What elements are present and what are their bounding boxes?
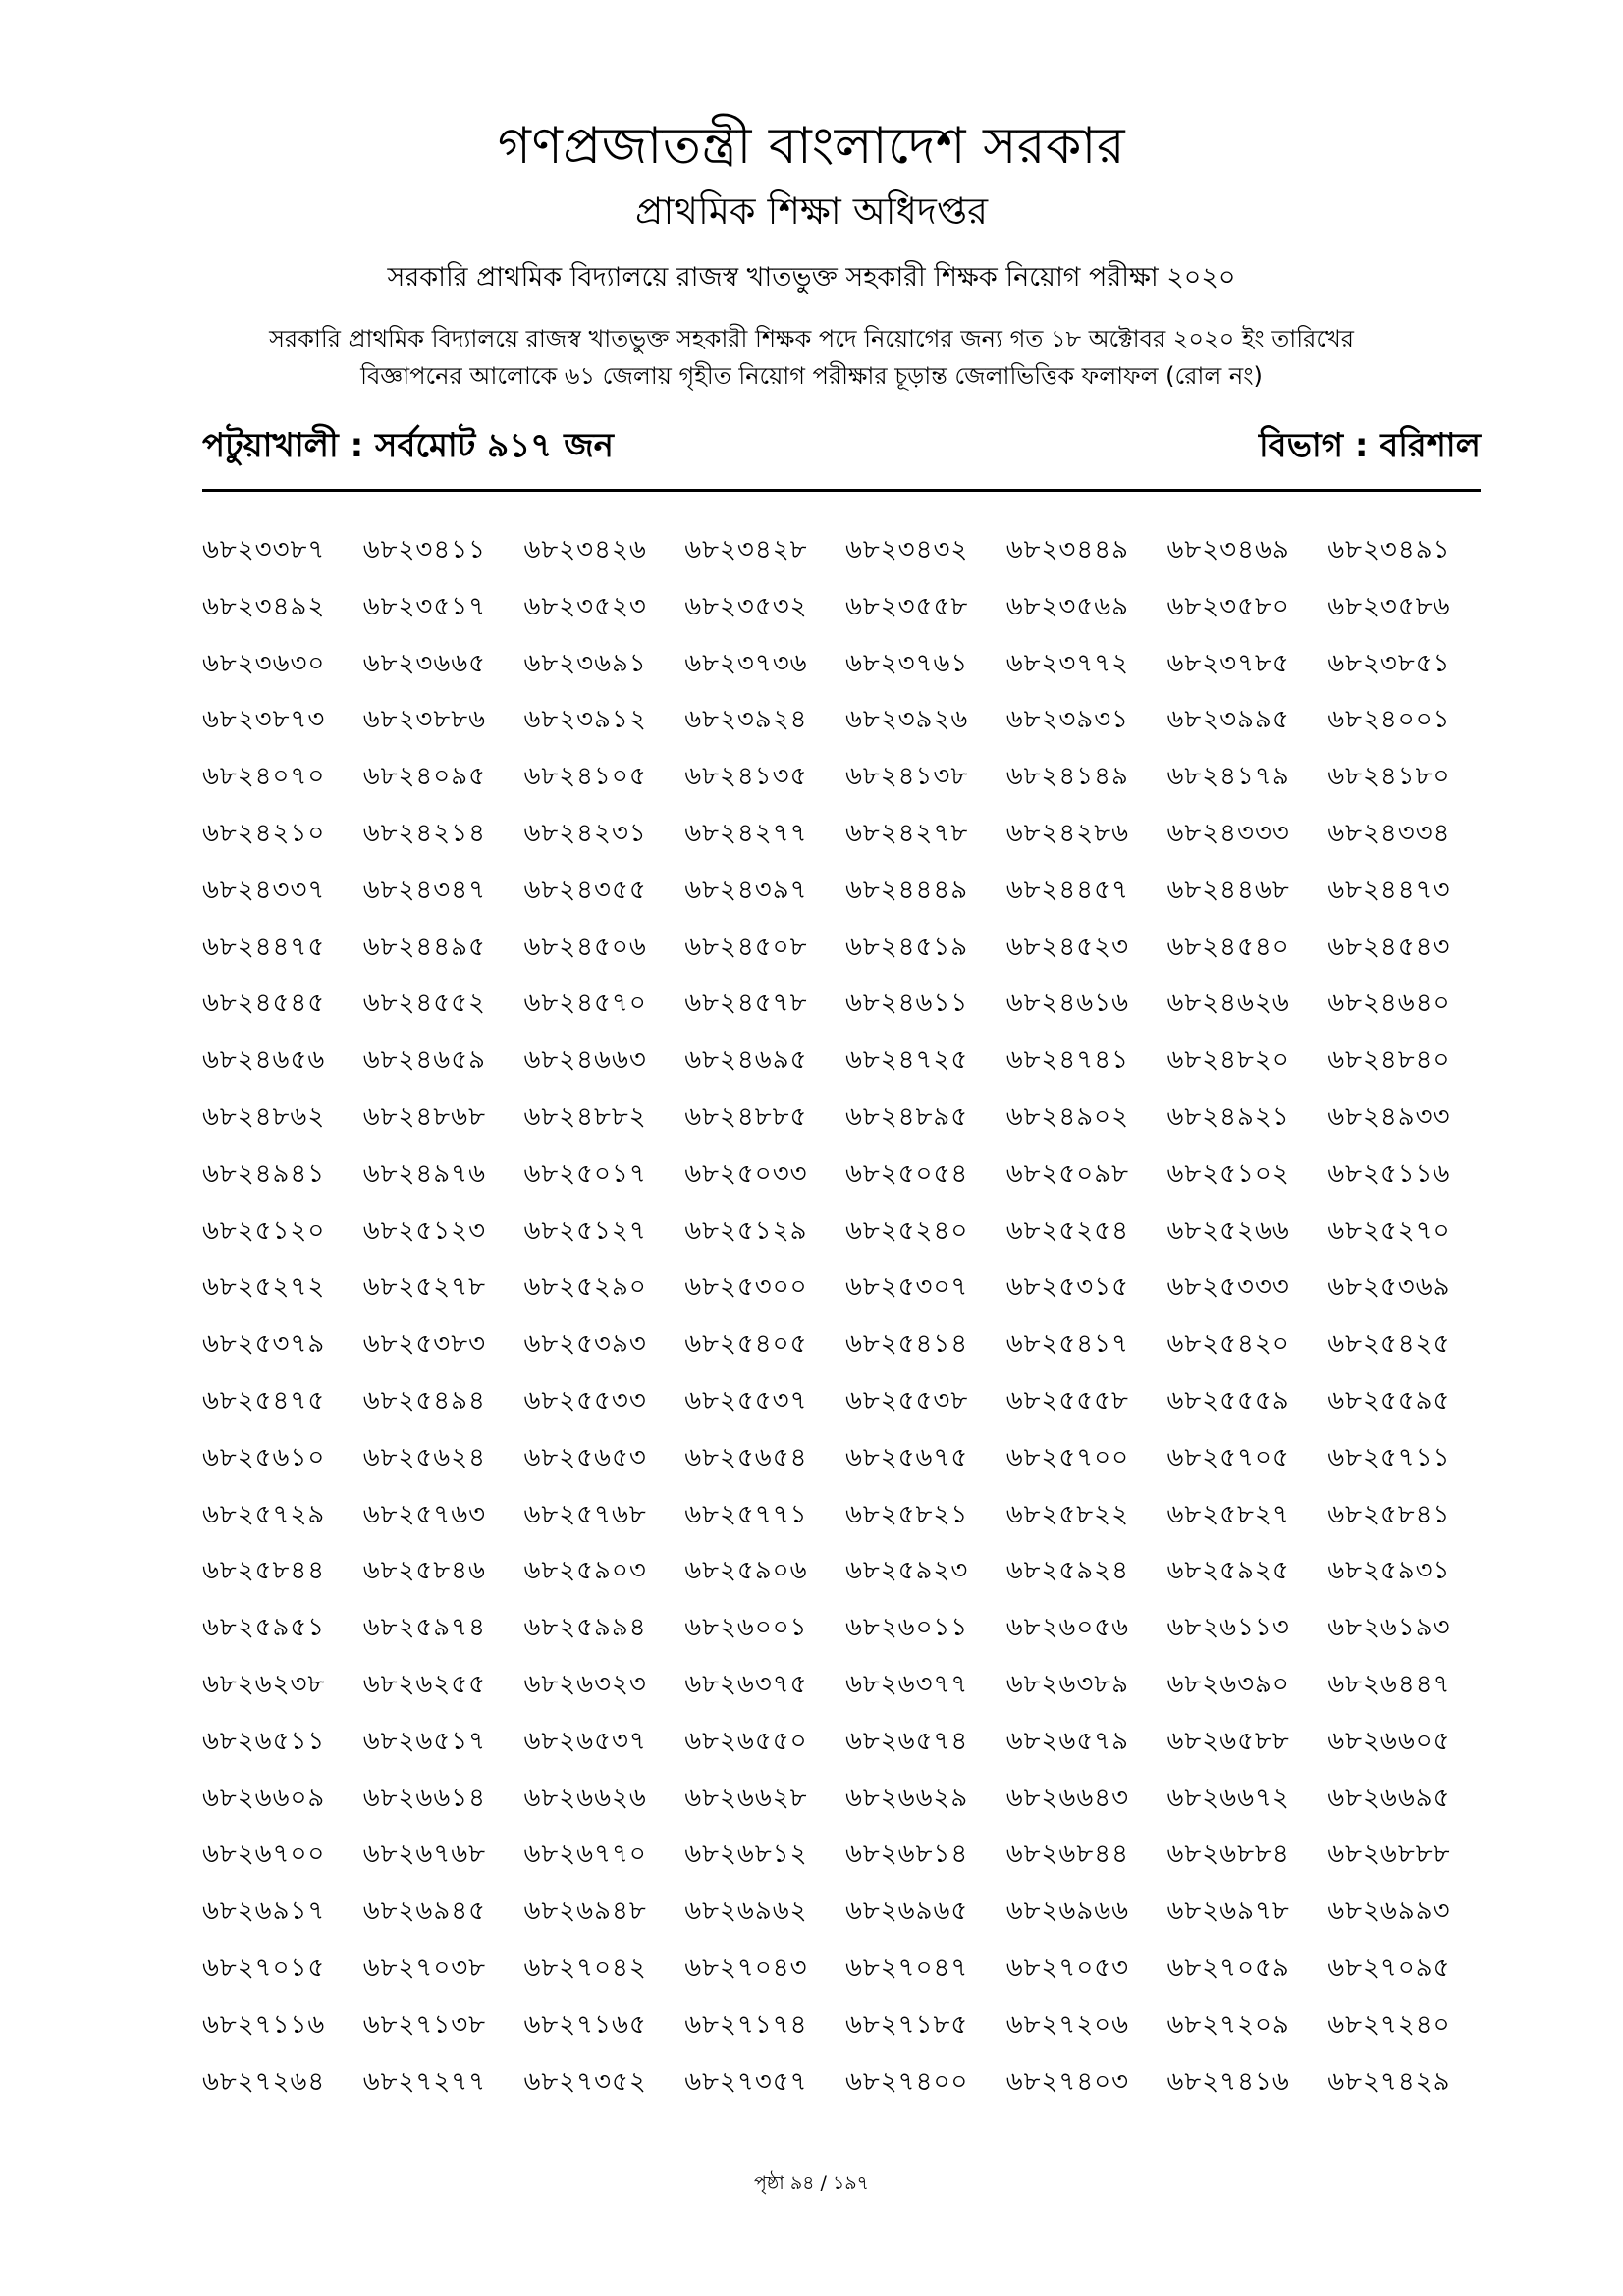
roll-number: ৬৮২৬৫৫০ [684, 1726, 808, 1756]
roll-number: ৬৮২৫৮৪১ [1327, 1499, 1451, 1529]
roll-number: ৬৮২৩৪৯১ [1327, 535, 1451, 564]
roll-number: ৬৮২৩৬৯১ [523, 648, 647, 678]
roll-number: ৬৮২৭০৪৭ [845, 1952, 969, 1983]
roll-number: ৬৮২৫৯৭৪ [362, 1613, 486, 1643]
roll-number: ৬৮২৩৫১৭ [362, 591, 486, 621]
roll-number: ৬৮২৬৫১৭ [362, 1726, 486, 1756]
roll-number: ৬৮২৫৭২৯ [202, 1499, 326, 1529]
roll-number: ৬৮২৬৮১৪ [845, 1840, 969, 1870]
roll-number: ৬৮২৪১৪৯ [1005, 762, 1129, 792]
roll-number: ৬৮২৫১১৬ [1327, 1158, 1451, 1189]
roll-number: ৬৮২৪১৩৮ [845, 762, 969, 792]
roll-number: ৬৮২৪৮৮২ [523, 1101, 647, 1132]
roll-number: ৬৮২৪৩৪৭ [362, 875, 486, 905]
roll-number: ৬৮২৭২৭৭ [362, 2066, 487, 2097]
description-line-1: সরকারি প্রাথমিক বিদ্যালয়ে রাজস্ব খাতভুক্ত সহকারী শিক্ষক পদে নিয়োগের জন্য গত ১৮ অক্টোবর ২০২০ ইং তারিখের [269, 325, 1354, 352]
roll-number: ৬৮২৭১১৬ [202, 2009, 326, 2040]
roll-number: ৬৮২৩৭৩৬ [684, 648, 808, 678]
roll-number: ৬৮২৬৭৬৮ [362, 1840, 487, 1870]
roll-number: ৬৮২৩৪২৬ [523, 535, 647, 564]
roll-number: ৬৮২৩৯১২ [523, 705, 647, 735]
roll-number: ৬৮২৫২৬৬ [1166, 1215, 1290, 1246]
roll-number: ৬৮২৫০৫৪ [845, 1158, 969, 1189]
roll-number: ৬৮২৬৫৭৯ [1005, 1726, 1129, 1756]
roll-number: ৬৮২৫২৪০ [845, 1215, 969, 1246]
roll-number: ৬৮২৫৩১৫ [1005, 1272, 1129, 1303]
roll-number: ৬৮২৫১২৩ [362, 1215, 486, 1246]
roll-number: ৬৮২৩৮৫১ [1327, 648, 1451, 678]
roll-number: ৬৮২৫৯২৫ [1166, 1556, 1290, 1586]
roll-number: ৬৮২৬৪৪৭ [1327, 1669, 1451, 1699]
roll-number: ৬৮২৪৩৩৪ [1327, 818, 1451, 848]
roll-number: ৬৮২৫৩৯৩ [523, 1329, 647, 1360]
roll-number: ৬৮২৬৯৪৮ [523, 1896, 647, 1927]
roll-number: ৬৮২৭৪১৬ [1166, 2066, 1290, 2097]
roll-number: ৬৮২৫৪৭৫ [202, 1385, 326, 1415]
roll-number: ৬৮২৪২৭৮ [845, 818, 969, 848]
roll-number: ৬৮২৩৭৮৫ [1166, 648, 1290, 678]
roll-number: ৬৮২৩৭৭২ [1005, 648, 1130, 678]
roll-number: ৬৮২৩৩৮৭ [202, 535, 326, 564]
roll-number: ৬৮২৩৬৩০ [202, 648, 326, 678]
roll-number: ৬৮২৫২৯০ [523, 1272, 647, 1303]
roll-number: ৬৮২৫৬২৪ [362, 1442, 486, 1472]
roll-number: ৬৮২৫৬৫৪ [684, 1442, 808, 1472]
roll-number: ৬৮২৫২৭২ [202, 1272, 326, 1303]
roll-number: ৬৮২৬৯৭৮ [1166, 1896, 1290, 1927]
roll-number: ৬৮২৪৮৮৫ [684, 1101, 808, 1132]
directorate-title: প্রাথমিক শিক্ষা অধিদপ্তর [634, 189, 989, 233]
roll-number: ৬৮২৪২১০ [202, 818, 326, 848]
roll-number: ৬৮২৬৩২৩ [523, 1669, 647, 1699]
roll-number: ৬৮২৫৭৭১ [684, 1499, 808, 1529]
roll-number: ৬৮২৫৪২০ [1166, 1329, 1290, 1360]
roll-number: ৬৮২৭৪০০ [845, 2066, 969, 2097]
roll-number: ৬৮২৪২৩১ [523, 818, 647, 848]
roll-number: ৬৮২৪৮৪০ [1327, 1045, 1451, 1076]
roll-number: ৬৮২৬৫৭৪ [845, 1726, 969, 1756]
roll-number: ৬৮২৪৪৭৩ [1327, 875, 1451, 905]
roll-number: ৬৮২৬০৫৬ [1005, 1613, 1130, 1643]
roll-number: ৬৮২৪২৭৭ [684, 818, 808, 848]
roll-number: ৬৮২৩৮৭৩ [202, 705, 326, 735]
roll-number: ৬৮২৪৩৯৭ [684, 875, 808, 905]
roll-number: ৬৮২৪৯০২ [1005, 1101, 1129, 1132]
roll-number: ৬৮২৫৩৬৯ [1327, 1272, 1451, 1303]
exam-title: সরকারি প্রাথমিক বিদ্যালয়ে রাজস্ব খাতভুক্ত সহকারী শিক্ষক নিয়োগ পরীক্ষা ২০২০ [387, 262, 1236, 293]
roll-number: ৬৮২৪৮৬২ [202, 1101, 326, 1132]
roll-number: ৬৮২৫১২০ [202, 1215, 326, 1246]
roll-number: ৬৮২৫০৯৮ [1005, 1158, 1129, 1189]
roll-number: ৬৮২৩৪৬৯ [1166, 535, 1290, 564]
roll-number: ৬৮২৪৪৫৭ [1005, 875, 1129, 905]
roll-number: ৬৮২৪৫৪০ [1166, 932, 1290, 962]
roll-number: ৬৮২৪৫১৯ [845, 932, 969, 962]
roll-number: ৬৮২৩৯৩১ [1005, 705, 1129, 735]
roll-number: ৬৮২৩৪৩২ [845, 535, 969, 564]
roll-number: ৬৮২৪৬১১ [845, 988, 969, 1019]
roll-number: ৬৮২৬০১১ [845, 1613, 969, 1643]
roll-number: ৬৮২৬৩৮৯ [1005, 1669, 1129, 1699]
roll-number: ৬৮২৪৫০৬ [523, 932, 647, 962]
roll-number: ৬৮২৩৮৮৬ [362, 705, 486, 735]
roll-number: ৬৮২৫৩৮৩ [362, 1329, 486, 1360]
government-title: গণপ্রজাতন্ত্রী বাংলাদেশ সরকার [497, 117, 1126, 176]
roll-number: ৬৮২৪৫৪৫ [202, 988, 326, 1019]
roll-number: ৬৮২৪৬৬৩ [523, 1045, 647, 1076]
roll-number: ৬৮২৬৫১১ [202, 1726, 326, 1756]
roll-number: ৬৮২৪১৭৯ [1166, 762, 1290, 792]
roll-number: ৬৮২৭০৩৮ [362, 1952, 487, 1983]
roll-number: ৬৮২৬২৫৫ [362, 1669, 486, 1699]
roll-number: ৬৮২৪৯৭৬ [362, 1158, 486, 1189]
roll-number: ৬৮২৭০৪২ [523, 1952, 647, 1983]
roll-number: ৬৮২৫২৭৮ [362, 1272, 486, 1303]
roll-number: ৬৮২৫৭০৫ [1166, 1442, 1290, 1472]
roll-number: ৬৮২৬৮৮৪ [1166, 1840, 1290, 1870]
roll-number-grid [202, 535, 1488, 2123]
roll-number: ৬৮২৪৮৯৫ [845, 1101, 969, 1132]
roll-number: ৬৮২৪৫৪৩ [1327, 932, 1451, 962]
roll-number: ৬৮২৬৯৬৫ [845, 1896, 969, 1927]
roll-number: ৬৮২৪২১৪ [362, 818, 486, 848]
roll-number: ৬৮২৭২৪০ [1327, 2009, 1451, 2040]
roll-number: ৬৮২৬৯৬৬ [1005, 1896, 1130, 1927]
roll-number: ৬৮২৪০৭০ [202, 762, 326, 792]
roll-number: ৬৮২৩৫৮০ [1166, 591, 1290, 621]
roll-number: ৬৮২৬৮১২ [684, 1840, 808, 1870]
roll-number: ৬৮২৩৭৬১ [845, 648, 969, 678]
roll-number: ৬৮২৩৫২৩ [523, 591, 647, 621]
roll-number: ৬৮২৭২৬৪ [202, 2066, 326, 2097]
roll-number: ৬৮২৩৫৬৯ [1005, 591, 1129, 621]
roll-number: ৬৮২৭০১৫ [202, 1952, 326, 1983]
roll-number: ৬৮২৪৩৩৭ [202, 875, 326, 905]
roll-number: ৬৮২৭১৮৫ [845, 2009, 969, 2040]
roll-number: ৬৮২৪৪৬৮ [1166, 875, 1290, 905]
roll-number: ৬৮২৫১০২ [1166, 1158, 1290, 1189]
roll-number: ৬৮২৪৮২০ [1166, 1045, 1290, 1076]
roll-number: ৬৮২৬৮৪৪ [1005, 1840, 1129, 1870]
roll-number: ৬৮২৫২৫৪ [1005, 1215, 1129, 1246]
roll-number: ৬৮২৬৮৮৮ [1327, 1840, 1451, 1870]
roll-number: ৬৮২৫৬৫৩ [523, 1442, 647, 1472]
roll-number: ৬৮২৭১৭৪ [684, 2009, 808, 2040]
roll-number: ৬৮২৪১০৫ [523, 762, 647, 792]
roll-number: ৬৮২৪৪৯৫ [362, 932, 486, 962]
division-label: বিভাগ : বরিশাল [1258, 426, 1481, 465]
roll-number: ৬৮২৪০০১ [1327, 705, 1451, 735]
roll-number: ৬৮২৭২০৬ [1005, 2009, 1130, 2040]
roll-number: ৬৮২৫৮৪৪ [202, 1556, 326, 1586]
roll-number: ৬৮২৪৬৫৯ [362, 1045, 486, 1076]
roll-number: ৬৮২৫৫৩৮ [845, 1385, 969, 1415]
roll-number: ৬৮২৪৬৫৬ [202, 1045, 326, 1076]
roll-number: ৬৮২৫৯৩১ [1327, 1556, 1451, 1586]
roll-number: ৬৮২৫৭১১ [1327, 1442, 1451, 1472]
roll-number: ৬৮২৫৯০৩ [523, 1556, 647, 1586]
roll-number: ৬৮২৫৮২৭ [1166, 1499, 1290, 1529]
roll-number: ৬৮২৫৪১৪ [845, 1329, 969, 1360]
page-number: পৃষ্ঠা ৯৪ / ১৯৭ [754, 2172, 869, 2194]
roll-number: ৬৮২৫৪১৭ [1005, 1329, 1129, 1360]
roll-number: ৬৮২৫৭০০ [1005, 1442, 1130, 1472]
roll-number: ৬৮২৭৩৫৭ [684, 2066, 808, 2097]
roll-number: ৬৮২৪৮৬৮ [362, 1101, 486, 1132]
roll-number: ৬৮২৭০৫৩ [1005, 1952, 1130, 1983]
roll-number: ৬৮২৬৬২৬ [523, 1783, 647, 1813]
roll-number: ৬৮২৪৯৩৩ [1327, 1101, 1451, 1132]
roll-number: ৬৮২৩৯৯৫ [1166, 705, 1290, 735]
roll-number: ৬৮২৩৫৩২ [684, 591, 808, 621]
roll-number: ৬৮২৬০০১ [684, 1613, 808, 1643]
roll-number: ৬৮২৬৬২৮ [684, 1783, 808, 1813]
roll-number: ৬৮২৪৬১৬ [1005, 988, 1129, 1019]
roll-number: ৬৮২৩৫৫৮ [845, 591, 969, 621]
roll-number: ৬৮২৬৬৯৫ [1327, 1783, 1451, 1813]
roll-number: ৬৮২৪১৩৫ [684, 762, 808, 792]
roll-number: ৬৮২৫৯৫১ [202, 1613, 326, 1643]
roll-number: ৬৮২৬৩৭৫ [684, 1669, 808, 1699]
roll-number: ৬৮২৩৪২৮ [684, 535, 808, 564]
roll-number: ৬৮২৫৯২৪ [1005, 1556, 1129, 1586]
roll-number: ৬৮২৬৯১৭ [202, 1896, 326, 1927]
roll-number: ৬৮২৪৩৫৫ [523, 875, 647, 905]
roll-number: ৬৮২৫৮৪৬ [362, 1556, 486, 1586]
roll-number: ৬৮২৪৫০৮ [684, 932, 808, 962]
roll-number: ৬৮২৫১২৭ [523, 1215, 647, 1246]
roll-number: ৬৮২৬২৩৮ [202, 1669, 326, 1699]
roll-number: ৬৮২৬৯৬২ [684, 1896, 808, 1927]
roll-number: ৬৮২৬৫৮৮ [1166, 1726, 1290, 1756]
roll-number: ৬৮২৬৬২৯ [845, 1783, 969, 1813]
roll-number: ৬৮২৫৭৬৮ [523, 1499, 647, 1529]
roll-number: ৬৮২৪৬৪০ [1327, 988, 1451, 1019]
roll-number: ৬৮২৬১১৩ [1166, 1613, 1290, 1643]
roll-number: ৬৮২৭১৩৮ [362, 2009, 486, 2040]
roll-number: ৬৮২৬৬৭২ [1166, 1783, 1290, 1813]
roll-number: ৬৮২৫৮২২ [1005, 1499, 1129, 1529]
roll-number: ৬৮২৫৪০৫ [684, 1329, 808, 1360]
roll-number: ৬৮২৪৬৯৫ [684, 1045, 808, 1076]
roll-number: ৬৮২৪৩৩৩ [1166, 818, 1290, 848]
roll-number: ৬৮২৪৭২৫ [845, 1045, 969, 1076]
roll-number: ৬৮২৫৮২১ [845, 1499, 969, 1529]
roll-number: ৬৮২৫৩৭৯ [202, 1329, 326, 1360]
roll-number: ৬৮২৫৯৯৪ [523, 1613, 647, 1643]
roll-number: ৬৮২৬৬০৫ [1327, 1726, 1451, 1756]
roll-number: ৬৮২৫৫৯৫ [1327, 1385, 1451, 1415]
roll-number: ৬৮২৪৫৫২ [362, 988, 486, 1019]
roll-number: ৬৮২৪৬২৬ [1166, 988, 1290, 1019]
roll-number: ৬৮২৫৩০০ [684, 1272, 808, 1303]
roll-number: ৬৮২৫৯০৬ [684, 1556, 808, 1586]
roll-number: ৬৮২৪৫৭০ [523, 988, 647, 1019]
roll-number: ৬৮২৫৫৩৭ [684, 1385, 808, 1415]
roll-number: ৬৮২৭৩৫২ [523, 2066, 647, 2097]
roll-number: ৬৮২৫৩০৭ [845, 1272, 969, 1303]
roll-number: ৬৮২৭০৪৩ [684, 1952, 808, 1983]
district-total: পটুয়াখালী : সর্বমোট ৯১৭ জন [202, 426, 614, 465]
roll-number: ৬৮২৩৪৯২ [202, 591, 326, 621]
roll-number: ৬৮২৬৭৭০ [523, 1840, 647, 1870]
roll-number: ৬৮২৫৫৩৩ [523, 1385, 647, 1415]
roll-number: ৬৮২৪৯৪১ [202, 1158, 326, 1189]
description-line-2: বিজ্ঞাপনের আলোকে ৬১ জেলায় গৃহীত নিয়োগ পরীক্ষার চূড়ান্ত জেলাভিত্তিক ফলাফল (রোল নং) [360, 362, 1263, 390]
roll-number: ৬৮২৭০৯৫ [1327, 1952, 1451, 1983]
roll-number: ৬৮২৫২৭০ [1327, 1215, 1451, 1246]
roll-number: ৬৮২৫৫৫৮ [1005, 1385, 1129, 1415]
roll-number: ৬৮২৩৪১১ [362, 535, 486, 564]
roll-number: ৬৮২৫৫৫৯ [1166, 1385, 1290, 1415]
roll-number: ৬৮২৪১৮০ [1327, 762, 1451, 792]
district-header [202, 420, 1481, 492]
roll-number: ৬৮২৪৭৪১ [1005, 1045, 1129, 1076]
roll-number: ৬৮২৬৩৯০ [1166, 1669, 1290, 1699]
roll-number: ৬৮২৬১৯৩ [1327, 1613, 1451, 1643]
roll-number: ৬৮২৬৭০০ [202, 1840, 326, 1870]
roll-number: ৬৮২৭২০৯ [1166, 2009, 1290, 2040]
roll-number: ৬৮২৪৪৭৫ [202, 932, 326, 962]
roll-number: ৬৮২৪৪৪৯ [845, 875, 969, 905]
roll-number: ৬৮২৭০৫৯ [1166, 1952, 1290, 1983]
roll-number: ৬৮২৫৪৯৪ [362, 1385, 486, 1415]
roll-number: ৬৮২৭৪০৩ [1005, 2066, 1130, 2097]
roll-number: ৬৮২৫০৩৩ [684, 1158, 808, 1189]
roll-number: ৬৮২৬৯৪৫ [362, 1896, 486, 1927]
roll-number: ৬৮২৪০৯৫ [362, 762, 486, 792]
roll-number: ৬৮২৬৩৭৭ [845, 1669, 969, 1699]
roll-number: ৬৮২৫১২৯ [684, 1215, 808, 1246]
roll-number: ৬৮২৫৬৭৫ [845, 1442, 969, 1472]
roll-number: ৬৮২৫৬১০ [202, 1442, 326, 1472]
roll-number: ৬৮২৩৪৪৯ [1005, 535, 1129, 564]
roll-number: ৬৮২৬৬১৪ [362, 1783, 486, 1813]
roll-number: ৬৮২৬৬৪৩ [1005, 1783, 1130, 1813]
roll-number: ৬৮২৬৬০৯ [202, 1783, 326, 1813]
roll-number: ৬৮২৪৫২৩ [1005, 932, 1129, 962]
result-description [177, 320, 1446, 395]
roll-number: ৬৮২৫৩৩৩ [1166, 1272, 1290, 1303]
roll-number: ৬৮২৭১৬৫ [523, 2009, 647, 2040]
roll-number: ৬৮২৩৫৮৬ [1327, 591, 1451, 621]
roll-number: ৬৮২৫৯২৩ [845, 1556, 969, 1586]
roll-number: ৬৮২৩৯২৬ [845, 705, 969, 735]
roll-number: ৬৮২৪৫৭৮ [684, 988, 808, 1019]
roll-number: ৬৮২৫০১৭ [523, 1158, 647, 1189]
roll-number: ৬৮২৩৯২৪ [684, 705, 808, 735]
roll-number: ৬৮২৬৫৩৭ [523, 1726, 647, 1756]
roll-number: ৬৮২৩৬৬৫ [362, 648, 487, 678]
roll-number: ৬৮২৪২৮৬ [1005, 818, 1129, 848]
roll-number: ৬৮২৪৯২১ [1166, 1101, 1290, 1132]
roll-number: ৬৮২৬৯৯৩ [1327, 1896, 1451, 1927]
roll-number: ৬৮২৫৪২৫ [1327, 1329, 1451, 1360]
roll-number: ৬৮২৫৭৬৩ [362, 1499, 487, 1529]
roll-number: ৬৮২৭৪২৯ [1327, 2066, 1451, 2097]
